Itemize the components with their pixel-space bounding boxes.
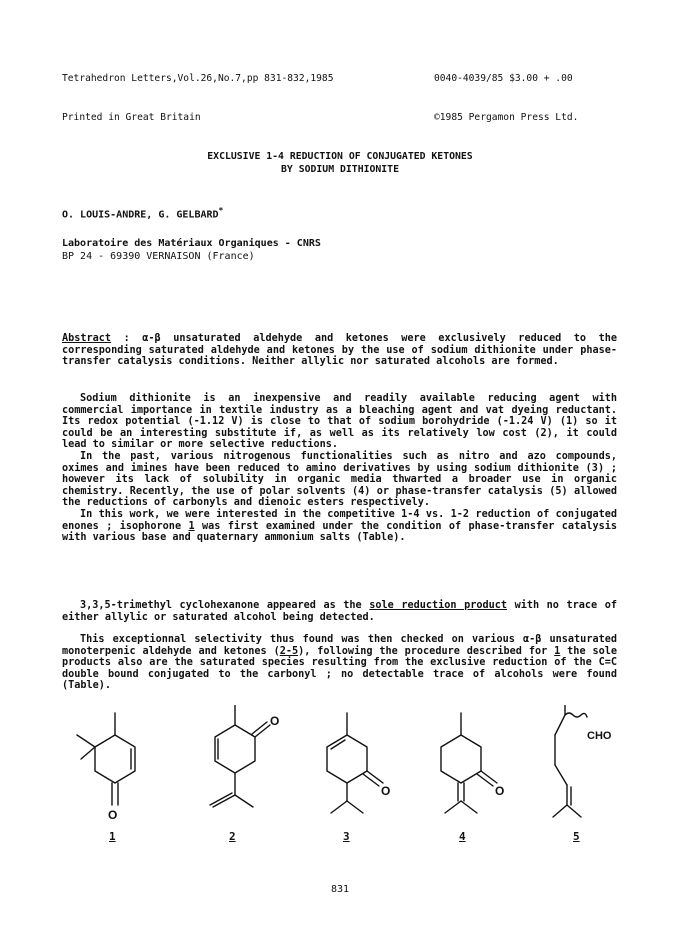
atom-oxygen-2: O: [270, 714, 280, 728]
compound-number-1: 1: [109, 830, 116, 843]
journal-citation: [62, 46, 333, 150]
abstract-label: Abstract: [62, 333, 112, 344]
author-names: O. LOUIS-ANDRE, G. GELBARD: [62, 209, 219, 221]
page-number: 831: [330, 884, 350, 895]
title-line-2: BY SODIUM DITHIONITE: [281, 164, 399, 175]
issn-price: 0040-4039/85 $3.00 + .00: [434, 73, 573, 84]
affiliation-address: BP 24 - 69390 VERNAISON (France): [62, 251, 255, 262]
authors: [62, 206, 223, 220]
compound-range-ref: 2-5: [279, 645, 299, 657]
abstract: [62, 333, 617, 368]
compound-number-4: 4: [459, 830, 466, 843]
paragraph-2b: [62, 509, 617, 544]
copyright-line: ©1985 Pergamon Press Ltd.: [434, 112, 579, 123]
paragraph-3: [62, 600, 617, 623]
structure-4-pulegone: [441, 713, 504, 813]
paragraph-4: [62, 634, 617, 692]
p3-underlined: sole reduction product: [369, 600, 508, 611]
structure-1-isophorone: [77, 713, 135, 822]
atom-oxygen-1: O: [108, 808, 118, 822]
atom-oxygen-4: O: [495, 784, 505, 798]
paper-title: [0, 150, 680, 176]
p4-text-a: This exceptionnal selectivity thus found was then checked on various α-β unsaturated monoterpenic aldehyde and ketones (: [62, 634, 617, 657]
corresponding-mark: *: [218, 206, 224, 215]
compound-ref: 1: [188, 520, 195, 532]
p3-text-a: 3,3,5-trimethyl cyclohexanone appeared as the: [80, 600, 370, 611]
paragraph-1: Sodium dithionite is an inexpensive and readily available reducing agent with commercial importance in textile industry as a bleaching agent and vat dyeing reductant. Its redox potential (-1.12 V) is close to that of sodium borohydride (-1.24 V) (1) so it could be an interesting substitute if, as well as its relatively low cost (2), it could lead to similar or more selective reductions.: [62, 393, 617, 451]
body-paragraphs: [62, 393, 617, 544]
compound-ref-2: 1: [554, 645, 561, 657]
structure-3-piperitone: [327, 713, 390, 813]
abstract-text: : α-β unsaturated aldehyde and ketones were exclusively reduced to the corresponding saturated aldehyde and ketones by the use of sodium dithionite under phase- transfer catalysis conditions. Neither allylic nor saturated alcohols are formed.: [62, 333, 617, 368]
printed-line: Printed in Great Britain: [62, 112, 201, 123]
p4-text-b: ), following the procedure described for: [298, 645, 555, 657]
atom-oxygen-3: O: [381, 784, 391, 798]
p2b-text-b: was first examined under the condition of phase-transfer catalysis with various base and quaternary ammonium salts (Table).: [62, 520, 617, 544]
aldehyde-group: CHO: [587, 730, 612, 742]
citation-line: Tetrahedron Letters,Vol.26,No.7,pp 831-832,1985: [62, 73, 334, 84]
structure-2-carvone: [210, 705, 279, 807]
structure-5-citral: [553, 705, 612, 817]
p2b-text-a: In this work, we were interested in the competitive 1-4 vs. 1-2 reduction of conjugated enones ; isophorone: [62, 508, 617, 532]
compound-number-5: 5: [573, 830, 580, 843]
copyright-block: [434, 46, 578, 150]
compound-number-2: 2: [229, 830, 236, 843]
p3-text-b: with no trace of either allylic or saturated alcohol being detected.: [62, 600, 617, 623]
compound-number-3: 3: [343, 830, 350, 843]
p4-text-c: the sole products also are the saturated species resulting from the exclusive reduction of the C=C double bound conjugated to the carbonyl ; no detectable trace of alcohols were found (Table).: [62, 645, 617, 692]
paragraph-2: In the past, various nitrogenous functionalities such as nitro and azo compounds, oximes and imines have been reduced to amino derivatives by using sodium dithionite (3) ; however its lack of solubility in organic media thwarted a broader use in organic chemistry. Recently, the use of polar solvents (4) or phase-transfer catalysis (5) allowed the reductions of carbonyls and dienoic esters respectively.: [62, 450, 617, 509]
affiliation-lab: Laboratoire des Matériaux Organiques - CNRS: [62, 238, 321, 249]
title-line-1: EXCLUSIVE 1-4 REDUCTION OF CONJUGATED KETONES: [207, 151, 473, 162]
affiliation: [62, 237, 321, 263]
